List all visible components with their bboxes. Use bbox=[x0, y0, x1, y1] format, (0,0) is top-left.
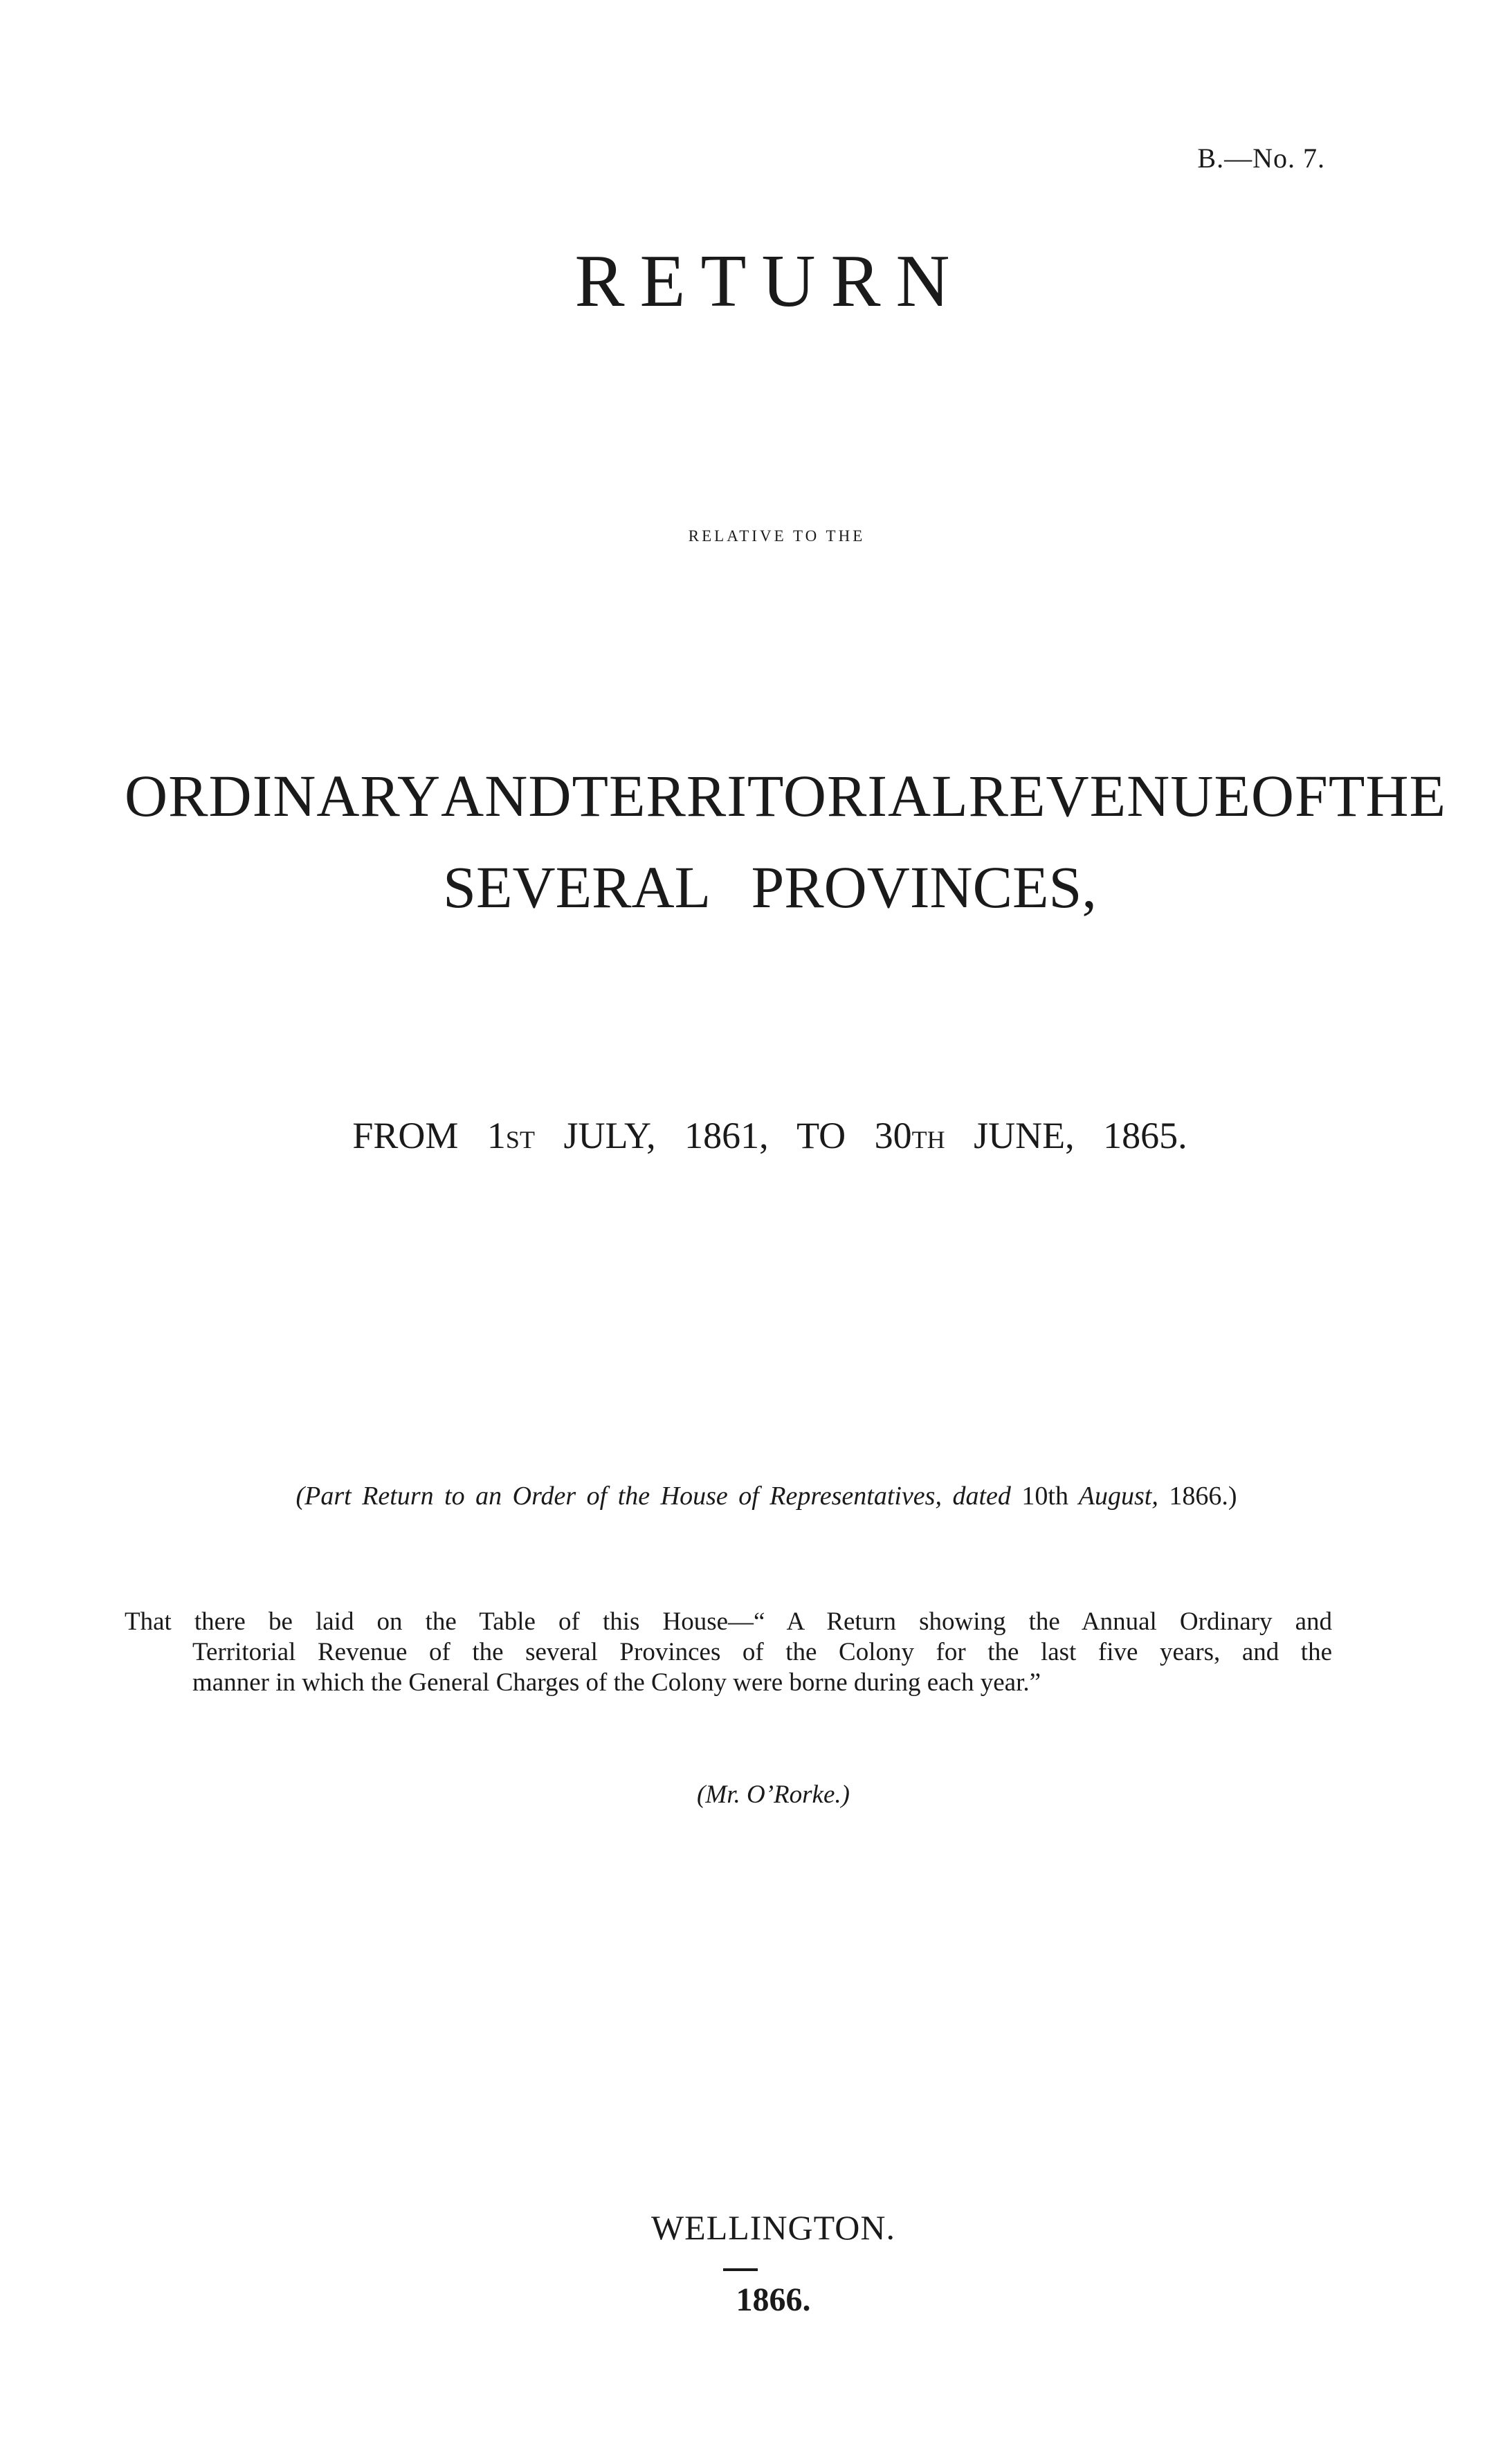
motion-line-3: manner in which the General Charges of the Colony were borne during each year.” bbox=[192, 1668, 1041, 1697]
document-number: B.—No. 7. bbox=[1197, 143, 1325, 174]
subject-heading-line-1 bbox=[125, 761, 1447, 830]
subject-word: REVENUE bbox=[968, 763, 1251, 829]
end-month-year: JUNE, 1865. bbox=[974, 1115, 1187, 1156]
motion-line-2: Territorial Revenue of the several Provinces of the Colony for the last five years, and the bbox=[192, 1638, 1332, 1666]
subject-word: THE bbox=[1328, 763, 1447, 829]
subject-word: TERRITORIAL bbox=[572, 763, 969, 829]
order-reference-day: 10th bbox=[1021, 1482, 1068, 1511]
subject-word: AND bbox=[441, 763, 572, 829]
date-from: FROM bbox=[352, 1115, 459, 1156]
order-reference-month: August, bbox=[1078, 1482, 1158, 1511]
subject-word: OF bbox=[1250, 763, 1329, 829]
end-day-suffix: TH bbox=[911, 1126, 945, 1154]
subject-heading-line-2: SEVERAL PROVINCES, bbox=[443, 854, 1097, 920]
subject-word: ORDINARY bbox=[125, 763, 441, 829]
start-day: 1 bbox=[486, 1115, 506, 1156]
motion-line-1: That there be laid on the Table of this House—“ A Return showing the Annual Ordinary and bbox=[125, 1607, 1332, 1636]
mover-name: (Mr. O’Rorke.) bbox=[697, 1780, 850, 1809]
divider-rule bbox=[723, 2268, 758, 2271]
start-month-year: JULY, 1861, bbox=[563, 1115, 769, 1156]
motion-text bbox=[125, 1607, 1332, 1698]
order-reference-text: (Part Return to an Order of the House of Representatives, dated bbox=[295, 1482, 1011, 1511]
end-day: 30 bbox=[874, 1115, 912, 1156]
date-to: TO bbox=[796, 1115, 846, 1156]
publication-place: WELLINGTON. bbox=[650, 2208, 896, 2247]
publication-year: 1866. bbox=[736, 2281, 811, 2318]
date-range bbox=[0, 1114, 1512, 1157]
order-reference-year: 1866.) bbox=[1169, 1482, 1237, 1511]
order-reference bbox=[0, 1481, 1512, 1511]
document-title: RETURN bbox=[574, 240, 965, 322]
relative-to-caption: RELATIVE TO THE bbox=[688, 527, 866, 545]
start-day-suffix: ST bbox=[505, 1126, 535, 1154]
